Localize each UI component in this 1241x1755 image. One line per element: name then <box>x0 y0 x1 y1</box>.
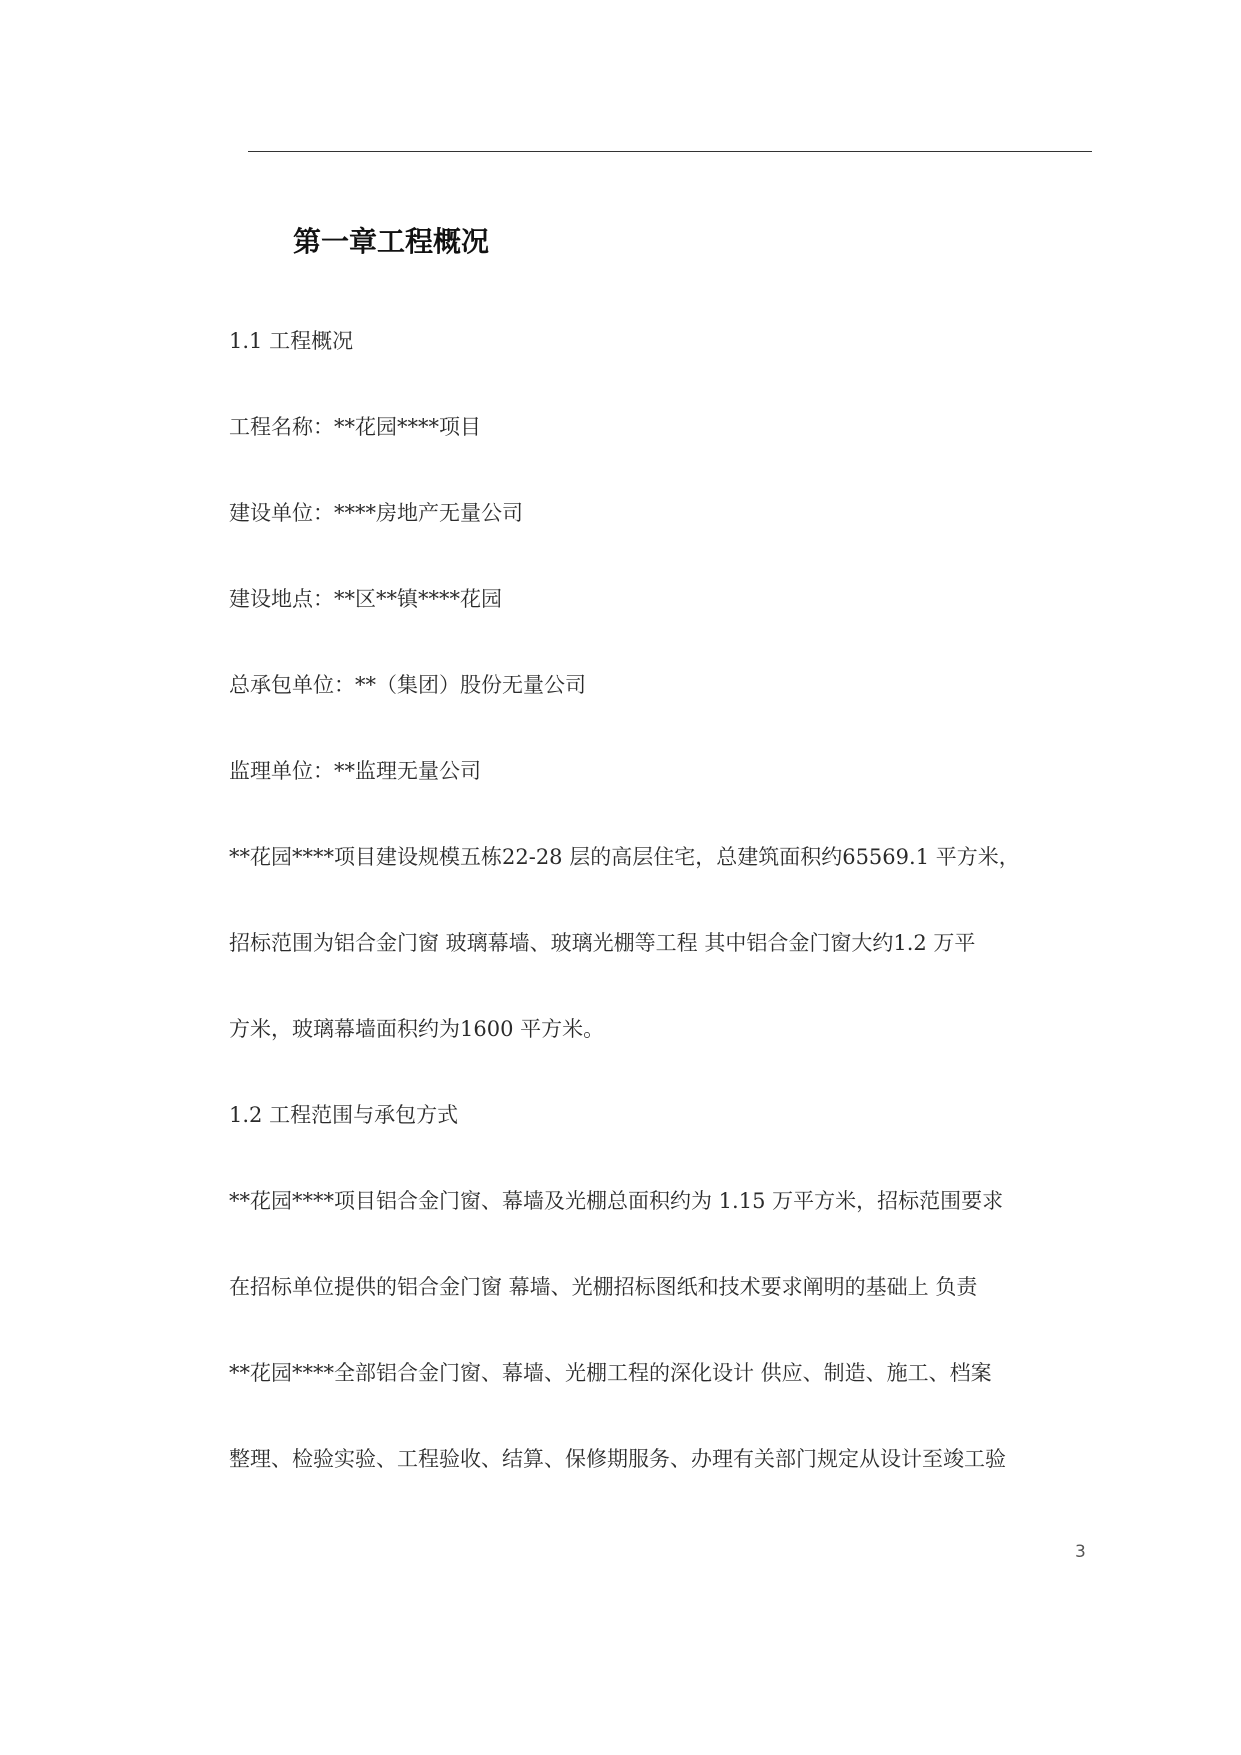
paragraph-line: **花园****项目建设规模五栋22-28 层的高层住宅，总建筑面积约65569.1 平方米， <box>229 845 1020 869</box>
paragraph-line: 方米，玻璃幕墙面积约为1600 平方米。 <box>229 1017 605 1041</box>
developer-line: 建设单位：****房地产无量公司 <box>229 501 523 525</box>
paragraph-line: 招标范围为铝合金门窗 玻璃幕墙、玻璃光棚等工程 其中铝合金门窗大约1.2 万平 <box>229 931 976 955</box>
project-name-line: 工程名称：**花园****项目 <box>229 415 481 439</box>
page-number: 3 <box>1075 1542 1086 1562</box>
location-line: 建设地点：**区**镇****花园 <box>229 587 502 611</box>
section-heading-1-1: 1.1 工程概况 <box>229 329 354 353</box>
section-heading-1-2: 1.2 工程范围与承包方式 <box>229 1103 459 1127</box>
general-contractor-line: 总承包单位：**（集团）股份无量公司 <box>229 673 586 697</box>
paragraph-line: 在招标单位提供的铝合金门窗 幕墙、光棚招标图纸和技术要求阐明的基础上 负责 <box>229 1275 978 1299</box>
paragraph-line: **花园****项目铝合金门窗、幕墙及光棚总面积约为 1.15 万平方米，招标范围要求 <box>229 1189 1004 1213</box>
chapter-title: 第一章工程概况 <box>293 225 490 258</box>
paragraph-line: **花园****全部铝合金门窗、幕墙、光棚工程的深化设计 供应、制造、施工、档案 <box>229 1361 992 1385</box>
paragraph-line: 整理、检验实验、工程验收、结算、保修期服务、办理有关部门规定从设计至竣工验 <box>229 1447 1006 1471</box>
header-rule <box>248 151 1092 152</box>
supervisor-line: 监理单位：**监理无量公司 <box>229 759 481 783</box>
